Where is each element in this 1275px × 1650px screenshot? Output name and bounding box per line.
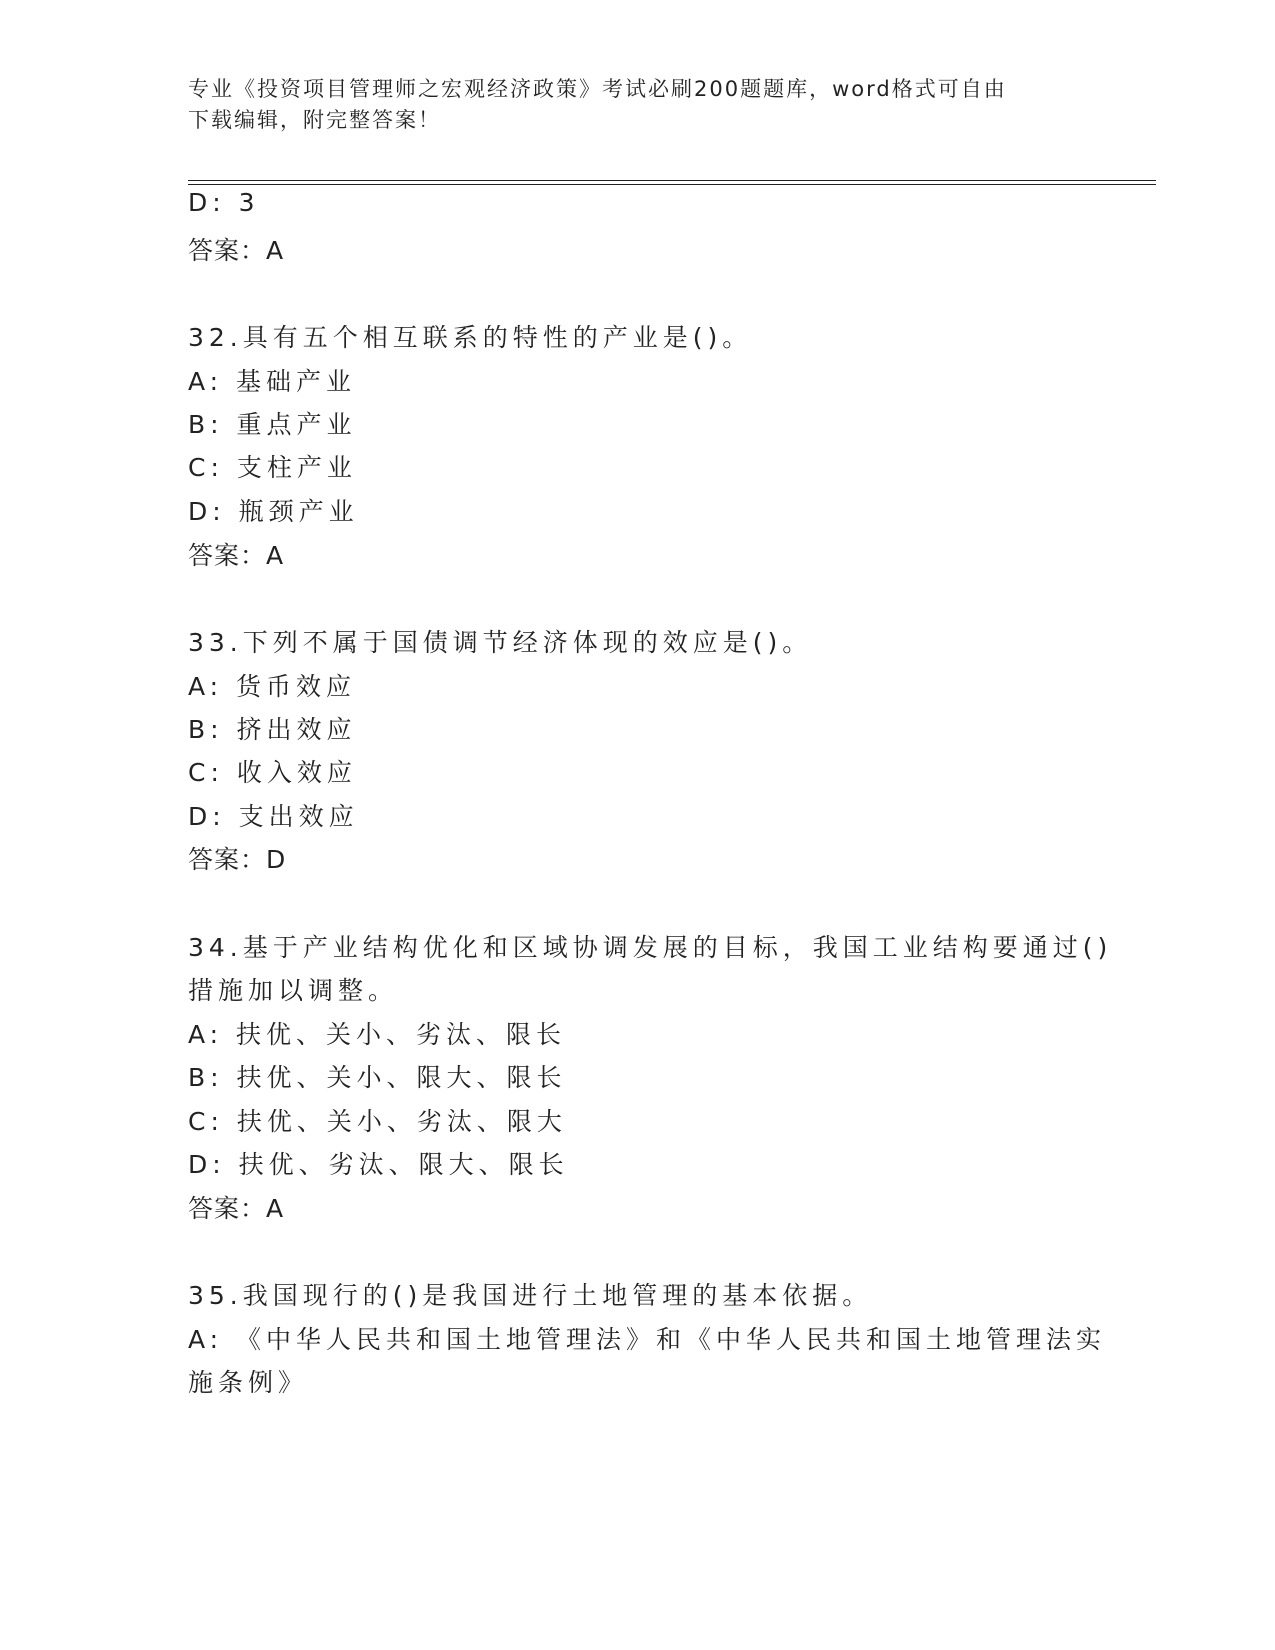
question-35-option-a-line-2: 施条例》 xyxy=(188,1368,309,1397)
document-header xyxy=(188,74,1088,136)
question-32-option-d: D: 瓶颈产业 xyxy=(188,497,359,526)
question-34-option-a: A: 扶优、关小、劣汰、限长 xyxy=(188,1020,567,1049)
question-33-option-b: B: 挤出效应 xyxy=(188,715,357,744)
question-32-option-b: B: 重点产业 xyxy=(188,410,357,439)
question-33-option-a: A: 货币效应 xyxy=(188,672,357,701)
question-32-option-c: C: 支柱产业 xyxy=(188,453,357,482)
question-34-option-b: B: 扶优、关小、限大、限长 xyxy=(188,1063,567,1092)
prev-answer: 答案：A xyxy=(188,236,285,265)
question-34-option-c: C: 扶优、关小、劣汰、限大 xyxy=(188,1107,567,1136)
question-35-option-a-line-1: A: 《中华人民共和国土地管理法》和《中华人民共和国土地管理法实 xyxy=(188,1325,1107,1354)
header-rule-bottom xyxy=(188,184,1156,185)
question-34-answer: 答案：A xyxy=(188,1194,285,1223)
question-33-option-d: D: 支出效应 xyxy=(188,802,359,831)
header-rule-top xyxy=(188,180,1156,181)
question-33-option-c: C: 收入效应 xyxy=(188,758,357,787)
header-line-2: 下载编辑，附完整答案！ xyxy=(188,108,441,132)
question-34-option-d: D: 扶优、劣汰、限大、限长 xyxy=(188,1150,569,1179)
question-32-stem: 32.具有五个相互联系的特性的产业是()。 xyxy=(188,323,753,352)
question-35-stem: 35.我国现行的()是我国进行土地管理的基本依据。 xyxy=(188,1281,873,1310)
header-line-1: 专业《投资项目管理师之宏观经济政策》考试必刷200题题库，word格式可自由 xyxy=(188,77,1007,101)
question-33-stem: 33.下列不属于国债调节经济体现的效应是()。 xyxy=(188,628,813,657)
question-32-option-a: A: 基础产业 xyxy=(188,367,357,396)
question-32-answer: 答案：A xyxy=(188,541,285,570)
question-33-answer: 答案：D xyxy=(188,845,287,874)
question-34-stem-line-1: 34.基于产业结构优化和区域协调发展的目标，我国工业结构要通过() xyxy=(188,933,1113,962)
question-34-stem-line-2: 措施加以调整。 xyxy=(188,976,399,1005)
prev-option-d: D: 3 xyxy=(188,188,260,217)
